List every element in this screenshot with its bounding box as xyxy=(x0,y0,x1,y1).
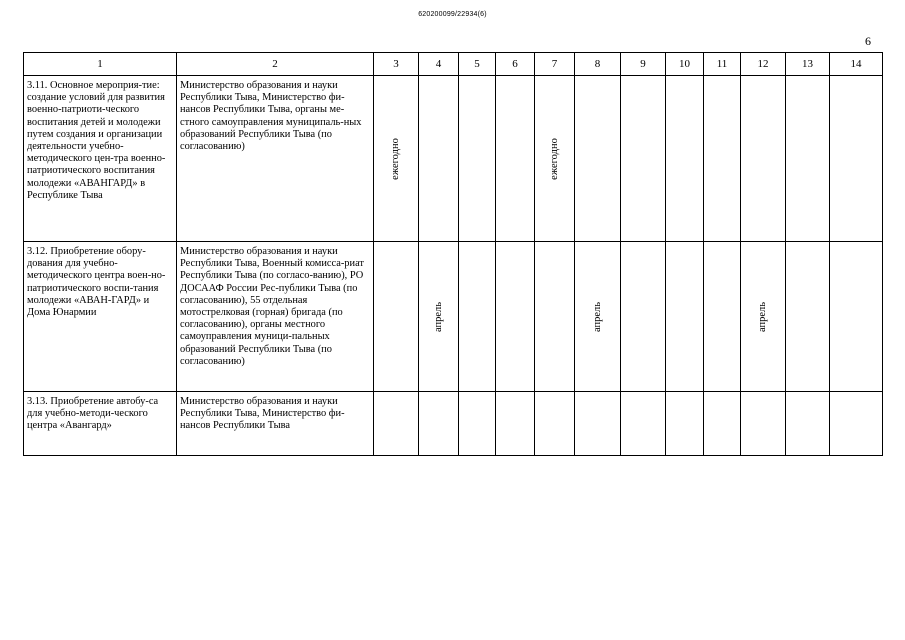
period-cell xyxy=(575,242,621,392)
activity-cell: 3.13. Приобретение автобу-са для учебно-методи-ческого центра «Авангард» xyxy=(24,392,177,456)
column-header: 3 xyxy=(374,53,419,76)
period-cell xyxy=(535,76,575,242)
document-code: 620200099/22934(6) xyxy=(418,11,487,18)
period-label: апрель xyxy=(756,301,768,332)
header-row xyxy=(24,53,883,76)
period-cell xyxy=(419,242,459,392)
table-row xyxy=(24,76,883,242)
table-cell xyxy=(830,76,883,242)
period-label: ежегодно xyxy=(389,137,401,180)
column-header: 14 xyxy=(830,53,883,76)
table-row xyxy=(24,242,883,392)
table-cell xyxy=(459,392,496,456)
table-cell xyxy=(704,76,741,242)
column-header: 12 xyxy=(741,53,786,76)
table-cell xyxy=(496,242,535,392)
table-cell xyxy=(741,392,786,456)
table-cell xyxy=(741,76,786,242)
table-cell xyxy=(621,76,666,242)
activity-cell: 3.11. Основное мероприя-тие: создание условий для развития военно-патриоти-ческого воспитания детей и молодежи путем создания и организации деятельности учебно-методического цен-тра военно-патриотического воспитания молодежи «АВАНГАРД» в Республике Тыва xyxy=(24,76,177,242)
table-cell xyxy=(666,76,704,242)
table-cell xyxy=(830,242,883,392)
column-header: 1 xyxy=(24,53,177,76)
table-cell xyxy=(419,392,459,456)
table-cell xyxy=(535,242,575,392)
period-cell xyxy=(741,242,786,392)
responsible-cell: Министерство образования и науки Республики Тыва, Министерство фи-нансов Республики Тыва, органы ме-стного самоуправления муниципаль-ных образований Республики Тыва (по согласованию) xyxy=(177,76,374,242)
period-label: апрель xyxy=(591,301,603,332)
table-cell xyxy=(459,76,496,242)
table-cell xyxy=(704,242,741,392)
column-header: 10 xyxy=(666,53,704,76)
table-cell xyxy=(830,392,883,456)
table-cell xyxy=(459,242,496,392)
column-header: 7 xyxy=(535,53,575,76)
table-cell xyxy=(374,242,419,392)
column-header: 5 xyxy=(459,53,496,76)
column-header: 8 xyxy=(575,53,621,76)
table-cell xyxy=(535,392,575,456)
column-header: 11 xyxy=(704,53,741,76)
table-cell xyxy=(704,392,741,456)
responsible-cell: Министерство образования и науки Республики Тыва, Министерство фи-нансов Республики Тыва xyxy=(177,392,374,456)
activity-cell: 3.12. Приобретение обору-дования для учебно-методического центра воен-но-патриотического воспи-тания молодежи «АВАН-ГАРД» и Дома Юнармии xyxy=(24,242,177,392)
table-cell xyxy=(496,392,535,456)
table-cell xyxy=(786,392,830,456)
column-header: 6 xyxy=(496,53,535,76)
table-row xyxy=(24,392,883,456)
table-cell xyxy=(496,76,535,242)
period-label: апрель xyxy=(432,301,444,332)
period-label: ежегодно xyxy=(548,137,560,180)
page-number: 6 xyxy=(865,34,871,48)
table-cell xyxy=(786,76,830,242)
table-cell xyxy=(575,76,621,242)
column-header: 4 xyxy=(419,53,459,76)
table-cell xyxy=(621,242,666,392)
table-cell xyxy=(374,392,419,456)
table-cell xyxy=(666,392,704,456)
column-header: 9 xyxy=(621,53,666,76)
table-cell xyxy=(575,392,621,456)
table-cell xyxy=(419,76,459,242)
responsible-cell: Министерство образования и науки Республики Тыва, Военный комисса-риат Республики Тыва (по согласо-ванию), РО ДОСААФ России Рес-публики Тыва (по согласованию), 55 отдельная мотострелковая (горная) бригада (по согласованию), органы местного самоуправления муници-пальных образований Республики Тыва (по согласованию) xyxy=(177,242,374,392)
plan-table xyxy=(23,52,883,456)
table-cell xyxy=(786,242,830,392)
table-cell xyxy=(666,242,704,392)
column-header: 2 xyxy=(177,53,374,76)
period-cell xyxy=(374,76,419,242)
table-cell xyxy=(621,392,666,456)
column-header: 13 xyxy=(786,53,830,76)
